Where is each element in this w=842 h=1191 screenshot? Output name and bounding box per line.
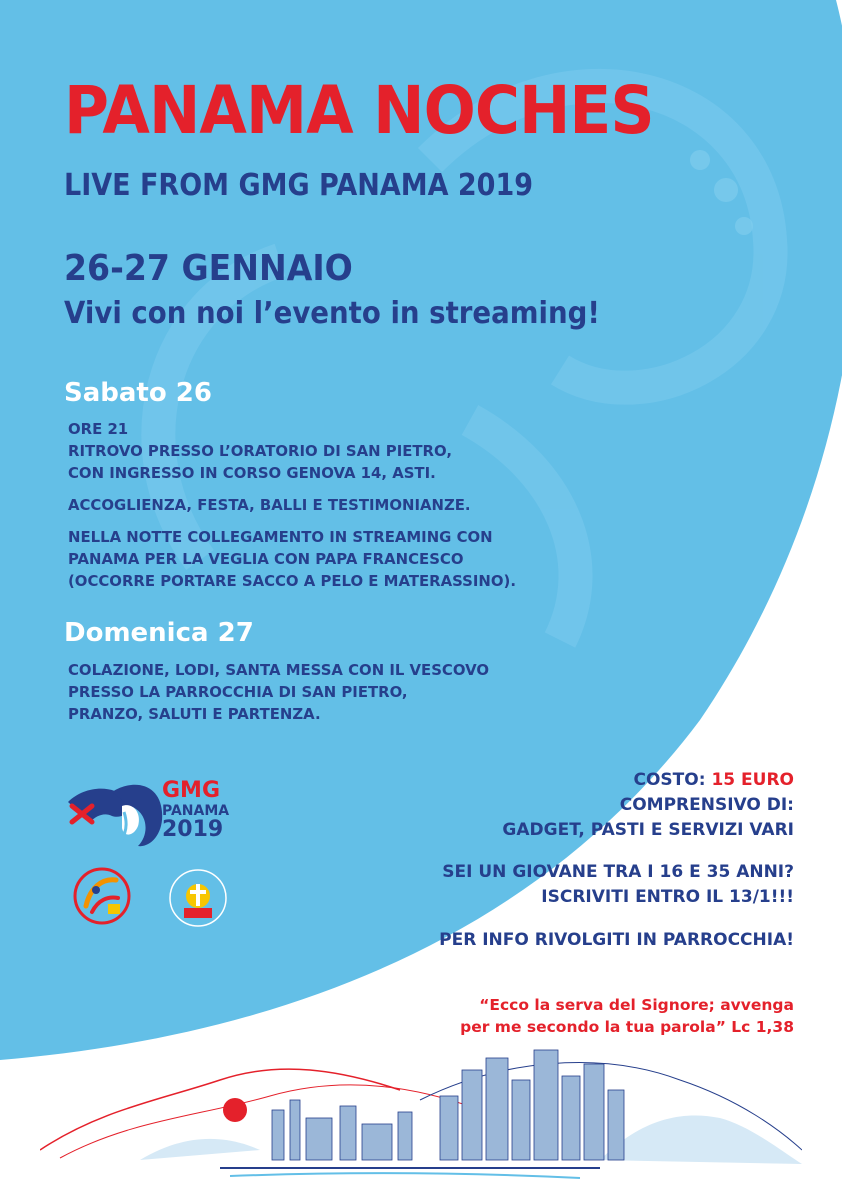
saturday-heading: Sabato 26 [64, 378, 212, 408]
bible-quote [460, 994, 794, 1038]
saturday-line: PANAMA PER LA VEGLIA CON PAPA FRANCESCO [68, 550, 464, 568]
gmg-year: 2019 [162, 817, 224, 842]
gmg-place: PANAMA [162, 803, 230, 819]
pastorale-logo-icon [72, 866, 132, 926]
cost-block [502, 768, 794, 843]
cost-includes: COMPRENSIVO DI: [619, 795, 794, 815]
saturday-line: ORE 21 [68, 420, 129, 438]
sunday-line: PRANZO, SALUTI E PARTENZA. [68, 705, 321, 723]
saturday-line: ACCOGLIENZA, FESTA, BALLI E TESTIMONIANZE. [68, 496, 471, 514]
quote-line: per me secondo la tua parola” Lc 1,38 [460, 1018, 794, 1036]
cost-items: GADGET, PASTI E SERVIZI VARI [502, 820, 794, 840]
sunday-line: PRESSO LA PARROCCHIA DI SAN PIETRO, [68, 683, 408, 701]
event-dates: 26-27 GENNAIO [64, 248, 353, 289]
gmg-wordmark [162, 780, 229, 841]
info-text: PER INFO RIVOLGITI IN PARROCCHIA! [439, 930, 794, 950]
event-subtitle: LIVE FROM GMG PANAMA 2019 [64, 168, 534, 203]
saturday-line: RITROVO PRESSO L’ORATORIO DI SAN PIETRO, [68, 442, 452, 460]
cost-label: COSTO: [633, 770, 706, 790]
signup-block [442, 860, 794, 910]
signup-age: SEI UN GIOVANE TRA I 16 E 35 ANNI? [442, 862, 794, 882]
quote-line: “Ecco la serva del Signore; avvenga [479, 996, 794, 1014]
event-title: PANAMA NOCHES [64, 72, 654, 149]
saturday-line: NELLA NOTTE COLLEGAMENTO IN STREAMING CON [68, 528, 493, 546]
event-tagline: Vivi con noi l’evento in streaming! [64, 296, 600, 331]
cost-line [502, 768, 794, 793]
sunday-heading: Domenica 27 [64, 618, 254, 648]
gmg-word: GMG [162, 778, 221, 803]
sunday-details [68, 659, 489, 725]
diocese-logo-icon [162, 866, 234, 930]
panama-skyline-illustration [40, 1040, 802, 1190]
saturday-line: (OCCORRE PORTARE SACCO A PELO E MATERASSINO). [68, 572, 516, 590]
info-block [439, 928, 794, 953]
signup-deadline: ISCRIVITI ENTRO IL 13/1!!! [541, 887, 794, 907]
saturday-details [68, 418, 516, 592]
cost-amount: 15 EURO [711, 770, 794, 790]
sunday-line: COLAZIONE, LODI, SANTA MESSA CON IL VESCOVO [68, 661, 490, 679]
saturday-line: CON INGRESSO IN CORSO GENOVA 14, ASTI. [68, 464, 436, 482]
